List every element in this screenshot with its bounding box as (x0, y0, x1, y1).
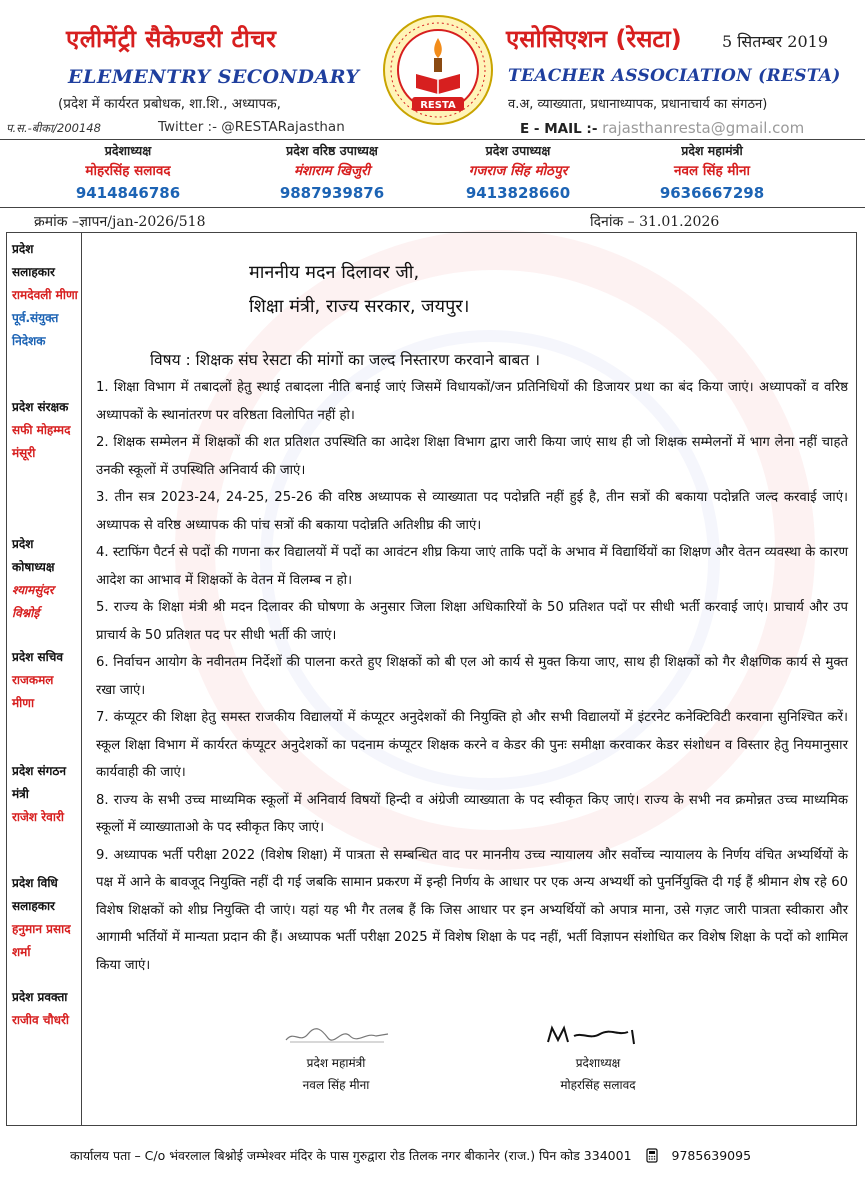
sidebar-member-role: प्रदेश कोषाध्यक्ष (12, 537, 55, 574)
email-label: E - MAIL :- (520, 121, 598, 137)
org-title-english-right: TEACHER ASSOCIATION (RESTA) (508, 66, 841, 86)
letter-subject: विषय : शिक्षक संघ रेसटा की मांगों का जल्द निस्तारण करवाने बाबत । (150, 351, 541, 369)
org-title-hindi-left: एलीमेंट्री सैकेण्डरी टीचर (66, 25, 277, 53)
demand-item: 4. स्टाफिंग पैटर्न से पदों की गणना कर विद्यालयों में पदों का आवंटन शीघ्र किया जाएं ताकि पदों के अभाव में विद्यार्थियों का शिक्षण और वेतन व्यवस्था के कारण आदेश का आभाव में शिक्षकों के वेतन में विलम्ब न हो। (96, 545, 848, 588)
logo-text: RESTA (420, 100, 456, 111)
officer-phone: 9636667298 (659, 184, 765, 202)
officer-president (28, 142, 228, 204)
sidebar-member-name: सफी मोहम्मद मंसूरी (12, 423, 71, 460)
handwritten-signature-icon (538, 1022, 658, 1048)
officer-phone: 9413828660 (465, 184, 571, 202)
officers-divider (0, 207, 865, 208)
sidebar-member-name: राजीव चौधरी (12, 1013, 70, 1027)
org-title-hindi-right: एसोसिएशन (रेसटा) (506, 25, 682, 53)
office-address: कार्यालय पता – C/o भंवरलाल बिश्नोई जम्भेश्वर मंदिर के पास गुरुद्वारा रोड तिलक नगर बीकानेर (राज.) पिन कोड 334001 (70, 1148, 632, 1163)
signature-name: नवल सिंह मीना (302, 1078, 370, 1092)
email-line (520, 119, 804, 137)
footer-address-line (70, 1147, 751, 1164)
twitter-handle: Twitter :- @RESTARajasthan (158, 119, 345, 135)
sidebar-member-organizer (12, 760, 78, 829)
demand-item: 3. तीन सत्र 2023-24, 24-25, 25-26 की वरिष्ठ अध्यापक से व्याख्याता पद पदोन्नति नहीं हुई है, तीन सत्रों की बकाया पदोन्नति जल्द करवाई जाएं। अध्यापक से वरिष्ठ अध्यापक की पांच सत्रों की बकाया पदोन्नति अतिशीघ्र की जाएं। (96, 490, 848, 533)
founding-date: 5 सितम्बर 2019 (722, 32, 829, 51)
demand-item: 2. शिक्षक सम्मेलन में शिक्षकों की शत प्रतिशत उपस्थिति का आदेश शिक्षा विभाग द्वारा जारी किया जाएं साथ ही जो शिक्षक सम्मेलनों में भाग लेना नहीं चाहते उनकी स्कूलों में उपस्थिति अनिवार्य की जाएं। (96, 435, 848, 478)
office-phone: 9785639095 (671, 1148, 752, 1163)
signature-role: प्रदेश महामंत्री (306, 1056, 366, 1070)
demand-item: 9. अध्यापक भर्ती परीक्षा 2022 (विशेष शिक्षा) में पात्रता से सम्बन्धित वाद पर माननीय उच्च न्यायालय और सर्वोच्च न्यायालय के निर्णय वंचित अभ्यर्थियों के पक्ष में आने के बावजूद नियुक्ति नहीं दी गई जबकि सामान प्रकरण में इन्ही निर्णय के आधार पर एक अन्य अभ्यर्थी को पुनर्नियुक्ति दी गई हैं श्रीमान शेष रहे 60 विशेष शिक्षकों को शीघ्र नियुक्ति दी जाएं। यहां यह भी गैर तलब हैं कि जिस आधार पर इन अभ्यर्थियों को अपात्र माना, उसे गज़ट जारी पात्रता स्वीकारा और आगामी भर्तियों में मान्यता प्रदान की हैं। अध्यापक भर्ती परीक्षा 2025 में विशेष शिक्षा के पद नहीं, भर्ती विज्ञापन संशोधित कर विशेष शिक्षा के पदों को शामिल किया जाएं। (96, 847, 848, 973)
registration-number: प.स.-बीका/200148 (6, 121, 101, 135)
sidebar-member-role: प्रदेश संगठन मंत्री (12, 764, 67, 801)
org-subtitle-right: व.अ, व्याख्याता, प्रधानाध्यापक, प्रधानाचार्य का संगठन) (508, 97, 768, 112)
officer-name: नवल सिंह मीना (674, 163, 750, 179)
email-address: rajasthanresta@gmail.com (602, 119, 805, 137)
sidebar-member-name: राजेश रेवारी (12, 810, 64, 824)
org-subtitle-left: (प्रदेश में कार्यरत प्रबोधक, शा.शि., अध्यापक, (58, 96, 281, 112)
sidebar-member-role: प्रदेश प्रवक्ता (12, 990, 68, 1004)
signature-role: प्रदेशाध्यक्ष (575, 1056, 621, 1070)
sidebar-member-role: प्रदेश विधि सलाहकार (12, 876, 58, 913)
sidebar-member-treasurer (12, 533, 78, 625)
demand-item: 7. कंप्यूटर की शिक्षा हेतु समस्त राजकीय विद्यालयों में कंप्यूटर अनुदेशकों की नियुक्ति हो और सभी विद्यालयों में इंटरनेट कनेक्टिविटी करवाना सुनिश्चित करें। स्कूल शिक्षा विभाग में कार्यरत कंप्यूटर अनुदेशकों का पदनाम कंप्यूटर शिक्षक करने व केडर की पुनः समीक्षा करवाकर केडर संशोधन व विस्तार हेतु नियमानुसार कार्यवाही की जाएं। (96, 710, 848, 780)
officer-phone: 9414846786 (75, 184, 181, 202)
reference-number: क्रमांक –ज्ञापन/jan-2026/518 (34, 214, 206, 230)
sidebar-member-name: हनुमान प्रसाद शर्मा (12, 922, 71, 959)
reference-date: दिनांक – 31.01.2026 (590, 214, 720, 230)
signature-name: मोहरसिंह सलावद (560, 1078, 636, 1092)
officer-general-secretary (612, 142, 812, 204)
officer-role: प्रदेश वरिष्ठ उपाध्यक्ष (286, 143, 378, 158)
signature-general-secretary (246, 1022, 426, 1096)
addressee-office: शिक्षा मंत्री, राज्य सरकार, जयपुर। (249, 296, 470, 317)
officer-name: गजराज सिंह मोठपुर (468, 163, 568, 179)
demand-item: 1. शिक्षा विभाग में तबादलों हेतु स्थाई तबादला नीति बनाई जाएं जिसमें विधायकों/जन प्रतिनिधियों की डिजायर प्रथा का बंद किया जाएं। अध्यापकों व वरिष्ठ अध्यापकों के स्थानांतरण पर वरिष्ठता विलोपित नहीं हो। (96, 380, 848, 423)
officer-senior-vice-president (232, 142, 432, 204)
sidebar-member-role: प्रदेश सलाहकार (12, 242, 55, 279)
sidebar-member-spokesperson (12, 986, 78, 1032)
demand-list (96, 374, 848, 979)
officer-role: प्रदेश महामंत्री (681, 143, 743, 158)
sidebar-member-legal-advisor (12, 872, 78, 964)
sidebar-member-post: पूर्व.संयुक्त निदेशक (12, 311, 59, 348)
signature-president (508, 1022, 688, 1096)
sidebar-member-role: प्रदेश संरक्षक (12, 400, 69, 414)
org-title-english-left: ELEMENTRY SECONDARY (68, 66, 360, 88)
telephone-icon (646, 1148, 658, 1163)
officer-phone: 9887939876 (279, 184, 385, 202)
sidebar-member-name: श्यामसुंदर विश्नोई (12, 583, 54, 620)
demand-item: 5. राज्य के शिक्षा मंत्री श्री मदन दिलावर की घोषणा के अनुसार जिला शिक्षा अधिकारियों के 50 प्रतिशत पदों पर सीधी भर्ती करवाई जाएं। प्राचार्य और उप प्राचार्य के 50 प्रतिशत पद पर सीधी भर्ती की जाएं। (96, 600, 848, 643)
addressee (249, 256, 470, 324)
header-divider (0, 139, 865, 140)
officer-role: प्रदेश उपाध्यक्ष (485, 143, 551, 158)
resta-logo-icon (382, 14, 494, 126)
handwritten-signature-icon (276, 1022, 396, 1048)
addressee-name: माननीय मदन दिलावर जी, (249, 262, 420, 283)
sidebar-member-name: रामदेवली मीणा (12, 288, 78, 302)
officer-role: प्रदेशाध्यक्ष (104, 143, 152, 158)
officer-name: मंशाराम खिजुरी (293, 163, 371, 179)
sidebar-member-patron (12, 396, 78, 465)
demand-item: 6. निर्वाचन आयोग के नवीनतम निर्देशों की पालना करते हुए शिक्षकों को बी एल ओ कार्य से मुक्त किया जाए, साथ ही शिक्षकों को गैर शैक्षणिक कार्य से मुक्त रखा जाएं। (96, 655, 848, 698)
demand-item: 8. राज्य के सभी उच्च माध्यमिक स्कूलों में अनिवार्य विषयों हिन्दी व अंग्रेजी व्याख्याता के पद स्वीकृत किए जाएं। राज्य के सभी नव क्रमोन्नत उच्च माध्यमिक स्कूलों में व्याख्याताओ के पद स्वीकृत किए जाएं। (96, 792, 848, 835)
officer-name: मोहरसिंह सलावद (85, 163, 171, 179)
sidebar-member-name: राजकमल मीणा (12, 673, 54, 710)
sidebar-member-role: प्रदेश सचिव (12, 650, 64, 664)
officer-vice-president (418, 142, 618, 204)
sidebar-member-secretary (12, 646, 78, 715)
sidebar-member-advisor (12, 238, 78, 353)
